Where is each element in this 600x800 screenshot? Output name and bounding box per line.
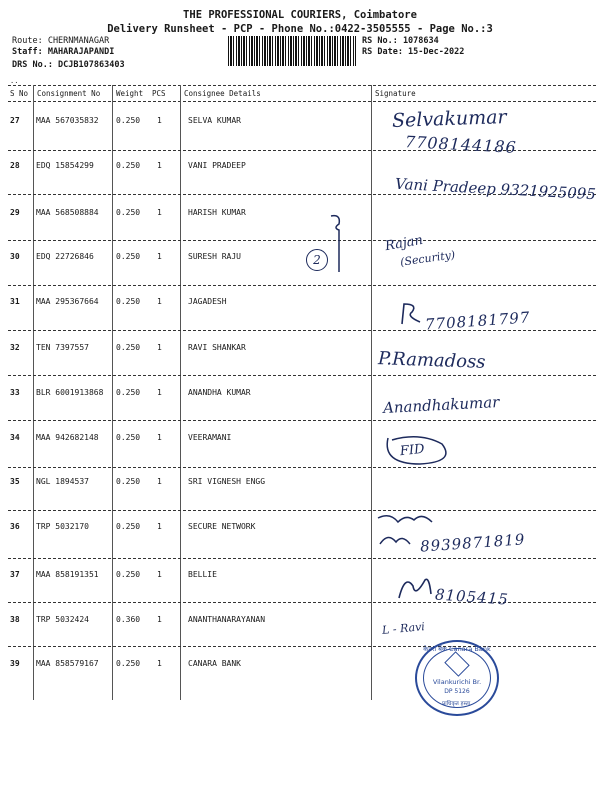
row-consignee: RAVI SHANKAR <box>188 343 246 352</box>
row-weight: 0.250 <box>116 570 141 579</box>
row-consignee: CANARA BANK <box>188 659 241 668</box>
signature-37-mark <box>395 572 435 602</box>
row-consignee: SELVA KUMAR <box>188 116 241 125</box>
row-separator <box>8 285 596 286</box>
row-pcs: 1 <box>157 297 162 306</box>
row-sno: 37 <box>10 570 20 579</box>
bank-stamp <box>415 640 499 716</box>
staff-label: Staff: MAHARAJAPANDI <box>12 47 115 57</box>
row-consignee: HARISH KUMAR <box>188 208 246 217</box>
row-pcs: 1 <box>157 388 162 397</box>
row-pcs: 1 <box>157 433 162 442</box>
row-sno: 31 <box>10 297 20 306</box>
row-consignment: MAA 858579167 <box>36 659 99 668</box>
row-weight: 0.250 <box>116 161 141 170</box>
signature-27-phone: 7708144186 <box>404 132 518 157</box>
row-pcs: 1 <box>157 116 162 125</box>
row-consignment: EDQ 22726846 <box>36 252 94 261</box>
stamp-bank-name: केनरा बैंक Canara Bank <box>423 645 491 653</box>
row-consignee: BELLIE <box>188 570 217 579</box>
row-weight: 0.250 <box>116 659 141 668</box>
signature-34: FID <box>399 441 426 460</box>
bracket-mark <box>325 212 349 276</box>
row-separator <box>8 646 596 647</box>
row-consignment: TEN 7397557 <box>36 343 89 352</box>
row-consignment: MAA 942682148 <box>36 433 99 442</box>
row-sno: 33 <box>10 388 20 397</box>
col-consignment: Consignment No <box>37 89 101 98</box>
row-consignee: JAGADESH <box>188 297 227 306</box>
signature-28: Vani Pradeep 9321925095 <box>394 174 597 204</box>
drs-number: DRS No.: DCJB107863403 <box>12 60 125 70</box>
row-pcs: 1 <box>157 252 162 261</box>
col-signature: Signature <box>375 89 416 98</box>
col-sep-4 <box>371 85 372 700</box>
signature-36-phone: 8939871819 <box>419 530 526 556</box>
col-pcs: PCS <box>152 89 166 98</box>
signature-31-phone: 7708181797 <box>424 308 531 334</box>
row-weight: 0.250 <box>116 388 141 397</box>
row-consignee: VANI PRADEEP <box>188 161 246 170</box>
row-weight: 0.250 <box>116 252 141 261</box>
row-sno: 36 <box>10 522 20 531</box>
row-consignee: SURESH RAJU <box>188 252 241 261</box>
marker-dots: .. <box>10 77 19 85</box>
row-separator <box>8 467 596 468</box>
signature-27-name: Selvakumar <box>391 106 507 132</box>
row-pcs: 1 <box>157 343 162 352</box>
rs-number: RS No.: 1078634 <box>362 36 439 46</box>
col-consignee: Consignee Details <box>184 89 261 98</box>
row-weight: 0.360 <box>116 615 141 624</box>
row-separator <box>8 558 596 559</box>
company-title: THE PROFESSIONAL COURIERS, Coimbatore <box>183 9 417 21</box>
row-consignment: MAA 567035832 <box>36 116 99 125</box>
row-separator <box>8 330 596 331</box>
row-pcs: 1 <box>157 522 162 531</box>
row-pcs: 1 <box>157 477 162 486</box>
signature-31-mark <box>398 300 426 328</box>
row-weight: 0.250 <box>116 297 141 306</box>
row-pcs: 1 <box>157 570 162 579</box>
row-sno: 27 <box>10 116 20 125</box>
row-weight: 0.250 <box>116 208 141 217</box>
circled-number-mark: 2 <box>306 249 328 271</box>
row-consignee: SECURE NETWORK <box>188 522 256 531</box>
row-weight: 0.250 <box>116 477 141 486</box>
row-separator <box>8 375 596 376</box>
signature-32: P.Ramadoss <box>377 348 486 373</box>
row-consignment: MAA 295367664 <box>36 297 99 306</box>
stamp-authorized: प्राधिकृत हस्ता. <box>442 701 472 707</box>
header-bottom-line <box>8 101 596 102</box>
row-pcs: 1 <box>157 161 162 170</box>
rs-date: RS Date: 15-Dec-2022 <box>362 47 465 57</box>
col-sep-2 <box>112 85 113 700</box>
row-pcs: 1 <box>157 659 162 668</box>
row-consignment: EDQ 15854299 <box>36 161 94 170</box>
row-separator <box>8 240 596 241</box>
row-consignment: TRP 5032424 <box>36 615 89 624</box>
signature-30-b: (Security) <box>399 248 456 269</box>
row-consignee: SRI VIGNESH ENGG <box>188 477 266 486</box>
stamp-branch: Vilankurichi Br. <box>432 678 482 686</box>
row-consignment: MAA 858191351 <box>36 570 99 579</box>
signature-33: Anandhakumar <box>382 392 500 418</box>
row-sno: 28 <box>10 161 20 170</box>
signature-30-a: Rajan <box>383 232 425 255</box>
row-weight: 0.250 <box>116 116 141 125</box>
col-sep-3 <box>180 85 181 700</box>
row-consignment: MAA 568508884 <box>36 208 99 217</box>
col-weight: Weight <box>116 89 144 98</box>
row-weight: 0.250 <box>116 343 141 352</box>
row-consignment: TRP 5032170 <box>36 522 89 531</box>
row-sno: 32 <box>10 343 20 352</box>
row-consignment: NGL 1894537 <box>36 477 89 486</box>
col-sep-1 <box>33 85 34 700</box>
row-sno: 38 <box>10 615 20 624</box>
row-consignee: ANANTHANARAYANAN <box>188 615 266 624</box>
stamp-code: DP 5126 <box>444 688 470 695</box>
row-weight: 0.250 <box>116 433 141 442</box>
runsheet-subtitle: Delivery Runsheet - PCP - Phone No.:0422-3505555 - Page No.:3 <box>107 23 493 35</box>
row-pcs: 1 <box>157 208 162 217</box>
row-consignment: BLR 6001913868 <box>36 388 104 397</box>
col-sno: S No <box>10 89 29 98</box>
row-consignee: ANANDHA KUMAR <box>188 388 251 397</box>
row-pcs: 1 <box>157 615 162 624</box>
header-top-line <box>8 85 596 86</box>
signature-38: L - Ravi <box>381 620 426 637</box>
row-sno: 39 <box>10 659 20 668</box>
row-sno: 35 <box>10 477 20 486</box>
row-separator <box>8 510 596 511</box>
row-sno: 29 <box>10 208 20 217</box>
row-consignee: VEERAMANI <box>188 433 232 442</box>
row-separator <box>8 420 596 421</box>
row-sno: 30 <box>10 252 20 261</box>
route-label: Route: CHERNMANAGAR <box>12 36 110 46</box>
row-sno: 34 <box>10 433 20 442</box>
row-weight: 0.250 <box>116 522 141 531</box>
barcode-image <box>228 36 356 66</box>
signature-37-phone: 8105415 <box>434 585 510 609</box>
